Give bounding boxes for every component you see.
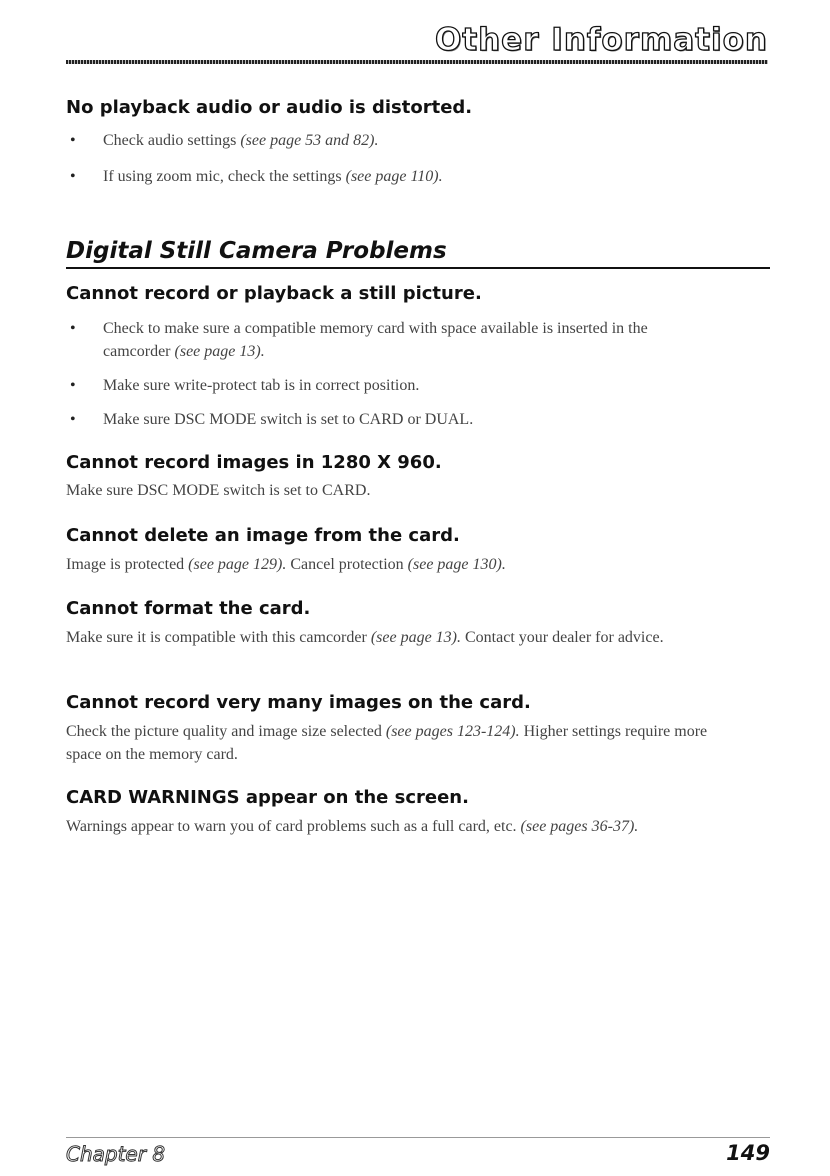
header-rule: [66, 60, 768, 64]
delete-text: [66, 553, 766, 576]
chapter-label: Chapter 8: [66, 1142, 166, 1166]
format-text: [66, 626, 726, 649]
bullet-icon: •: [70, 132, 76, 149]
footer-rule: [66, 1137, 770, 1138]
page-reference: (see page 13).: [174, 343, 265, 360]
audio-heading: No playback audio or audio is distorted.: [66, 97, 473, 118]
list-item: [66, 374, 766, 397]
bullet-text: Make sure DSC MODE switch is set to CARD or DUAL.: [103, 411, 474, 428]
section-rule: [66, 267, 770, 269]
text-run: Contact your dealer for advice.: [461, 629, 664, 646]
page-reference: (see pages 123-124).: [385, 723, 520, 740]
header-title: Other Information: [434, 22, 768, 58]
text-run: Check the picture quality and image size selected: [66, 723, 386, 740]
text-run: Make sure it is compatible with this camcorder: [66, 629, 371, 646]
bullet-icon: •: [70, 411, 76, 428]
section-title: Digital Still Camera Problems: [66, 238, 447, 264]
page-reference: (see page 110).: [345, 168, 443, 185]
bullet-icon: •: [70, 168, 76, 185]
bullet-text: If using zoom mic, check the settings: [103, 168, 346, 185]
warnings-heading: CARD WARNINGS appear on the screen.: [66, 787, 469, 808]
text-run: Higher settings require more space on the memory card.: [66, 723, 708, 763]
warnings-text: [66, 815, 776, 838]
page-reference: (see page 129).: [188, 556, 287, 573]
page-reference: (see page 13).: [370, 629, 461, 646]
text-run: Cancel protection: [286, 556, 408, 573]
text-run: Warnings appear to warn you of card problems such as a full card, etc.: [66, 818, 521, 835]
bullet-text: Make sure write-protect tab is in correct position.: [103, 377, 420, 394]
delete-heading: Cannot delete an image from the card.: [66, 525, 460, 546]
bullet-text: Check to make sure a compatible memory card with space available is inserted in the camcorder: [103, 320, 648, 360]
list-item: [66, 129, 766, 152]
bullet-text: Check audio settings: [103, 132, 241, 149]
page-number: 149: [726, 1141, 770, 1165]
still-bullets: [66, 317, 766, 431]
list-item: [66, 408, 766, 431]
list-item: [66, 165, 766, 188]
bullet-icon: •: [70, 320, 76, 337]
page-reference: (see page 53 and 82).: [240, 132, 379, 149]
list-item: [66, 317, 703, 363]
audio-bullets: [66, 129, 766, 188]
text-run: Image is protected: [66, 556, 189, 573]
many-heading: Cannot record very many images on the card.: [66, 692, 531, 713]
still-heading: Cannot record or playback a still picture.: [66, 283, 482, 304]
page-reference: (see page 130).: [407, 556, 506, 573]
many-text: [66, 720, 746, 766]
resolution-text: Make sure DSC MODE switch is set to CARD.: [66, 482, 371, 499]
bullet-icon: •: [70, 377, 76, 394]
resolution-heading: Cannot record images in 1280 X 960.: [66, 452, 442, 473]
format-heading: Cannot format the card.: [66, 598, 311, 619]
page-reference: (see pages 36-37).: [520, 818, 639, 835]
